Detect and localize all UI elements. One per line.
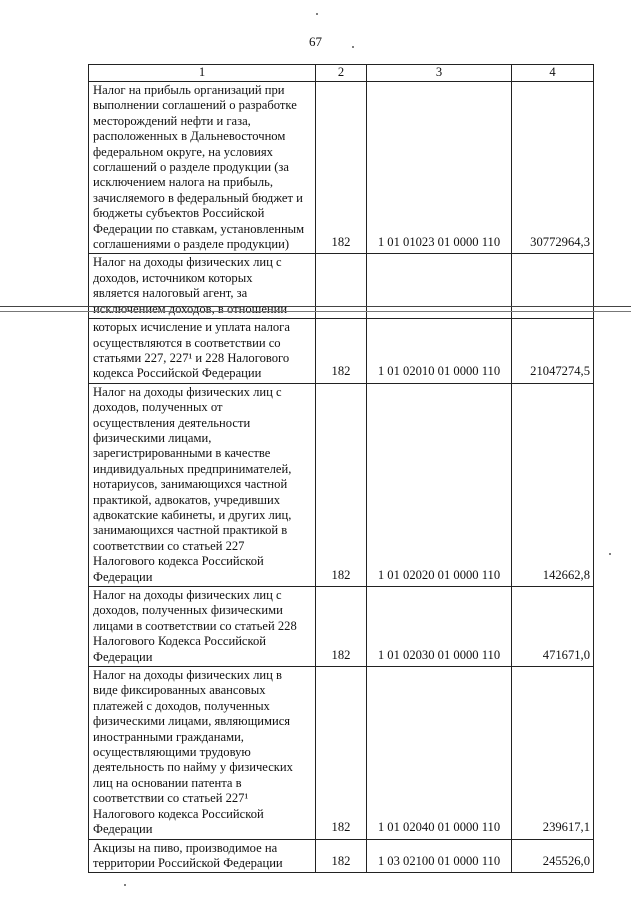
amount: 21047274,5 [512,319,594,384]
budget-code: 1 01 01023 01 0000 110 [367,82,512,254]
column-header: 2 [316,65,367,82]
admin-code [316,254,367,319]
income-description [89,254,316,319]
income-description [89,667,316,839]
scan-artifact-line [0,306,631,307]
scan-speck [609,553,611,555]
scan-artifact-line [0,311,631,312]
budget-code: 1 01 02010 01 0000 110 [367,319,512,384]
column-header: 4 [512,65,594,82]
description-text: Налог на доходы физических лиц в виде фиксированных авансовых платежей с доходов, полученных физическими лицами, являющимися иностранными гражданами, осуществляющими трудовую деятельность по найму у физических лиц на основании патента в соответствии со статьей 227¹ Налогового кодекса Российской Федерации [93,668,293,837]
amount [512,254,594,319]
budget-code [367,254,512,319]
scan-speck [352,46,354,48]
description-text: Акцизы на пиво, производимое на территории Российской Федерации [93,840,283,870]
table-row [89,383,594,586]
table-header-row [89,65,594,82]
description-text: Налог на прибыль организаций при выполнении соглашений о разработке месторождений нефти и газа, расположенных в Дальневосточном федеральном округе, на условиях соглашений о разделе продукции (за исключением налога на прибыль, зачисляемого в федеральный бюджет и бюджеты субъектов Российской Федерации по ставкам, установленным соглашениями о разделе продукции) [93,83,305,252]
table-row [89,839,594,873]
description-text: Налог на доходы физических лиц с доходов, источником которых является налоговый агент, за исключением доходов, в отношении [93,255,288,316]
budget-code: 1 01 02040 01 0000 110 [367,667,512,839]
budget-code: 1 01 02020 01 0000 110 [367,383,512,586]
amount: 471671,0 [512,587,594,667]
table-row [89,319,594,384]
scan-speck [316,13,318,15]
income-description [89,82,316,254]
income-description [89,383,316,586]
amount: 239617,1 [512,667,594,839]
revenue-table [88,64,594,873]
admin-code: 182 [316,82,367,254]
column-header: 1 [89,65,316,82]
amount: 245526,0 [512,839,594,873]
admin-code: 182 [316,667,367,839]
table-row [89,254,594,319]
column-header: 3 [367,65,512,82]
budget-code: 1 01 02030 01 0000 110 [367,587,512,667]
admin-code: 182 [316,839,367,873]
description-text: которых исчисление и уплата налога осуществляются в соответствии со статьями 227, 227¹ и 228 Налогового кодекса Российской Федерации [93,320,290,381]
scan-speck [124,884,126,886]
admin-code: 182 [316,383,367,586]
description-text: Налог на доходы физических лиц с доходов, полученных физическими лицами в соответствии со статьей 228 Налогового Кодекса Российской Федерации [93,588,297,664]
income-description [89,839,316,873]
description-text: Налог на доходы физических лиц с доходов, полученных от осуществления деятельности физическими лицами, зарегистрированными в качестве индивидуальных предпринимателей, нотариусов, занимающихся частной практикой, адвокатов, учредивших адвокатские кабинеты, и других лиц, занимающихся частной практикой в соответствии со статьей 227 Налогового кодекса Российской Федерации [93,384,292,584]
admin-code: 182 [316,587,367,667]
table-row [89,587,594,667]
admin-code: 182 [316,319,367,384]
amount: 142662,8 [512,383,594,586]
amount: 30772964,3 [512,82,594,254]
table-row [89,82,594,254]
income-description [89,319,316,384]
page-number: 67 [309,34,322,49]
table-row [89,667,594,839]
income-description [89,587,316,667]
budget-code: 1 03 02100 01 0000 110 [367,839,512,873]
